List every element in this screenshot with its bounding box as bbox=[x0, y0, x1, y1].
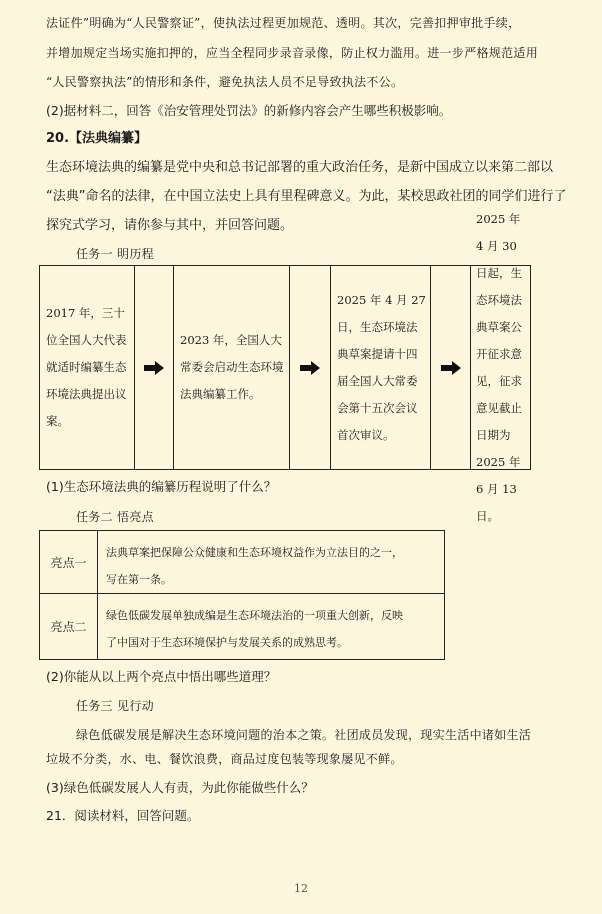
highlight-content-line: 法典草案把保障公众健康和生态环境权益作为立法目的之一， bbox=[106, 546, 403, 559]
question-19-2: (2)据材料二，回答《治安管理处罚法》的新修内容会产生哪些积极影响。 bbox=[46, 103, 452, 118]
question-20-3: (3)绿色低碳发展人人有责，为此你能做些什么？ bbox=[46, 780, 314, 795]
q20-para-line-2: “法典”命名的法律，在中国立法史上具有里程碑意义。为此，某校思政社团的同学们进行了 bbox=[46, 189, 567, 204]
timeline-step-text: 2025 年 4 月 30 日起，生态环境法典草案公开征求意见，征求意见截止日期为 2025 年 6 月 13 日。 bbox=[476, 211, 522, 523]
task-3-line-2: 垃圾不分类，水、电、餐饮浪费，商品过度包装等现象屡见不鲜。 bbox=[46, 752, 403, 766]
question-21: 21．阅读材料，回答问题。 bbox=[46, 808, 200, 823]
right-arrow-icon bbox=[144, 361, 164, 375]
highlight-label: 亮点一 bbox=[40, 531, 98, 593]
task-2-label: 任务二 悟亮点 bbox=[76, 510, 154, 524]
question-20-2: (2)你能从以上两个亮点中悟出哪些道理？ bbox=[46, 669, 277, 684]
task-3-line-1: 绿色低碳发展是解决生态环境问题的治本之策。社团成员发现，现实生活中诸如生活 bbox=[76, 728, 532, 742]
highlights-table bbox=[39, 530, 445, 660]
timeline-step-3 bbox=[331, 266, 431, 469]
right-arrow-icon bbox=[300, 361, 320, 375]
intro-line-2: 并增加规定当场实施扣押的，应当全程同步录音录像，防止权力滥用。进一步严格规范适用 bbox=[46, 46, 539, 60]
timeline-arrow-1 bbox=[135, 266, 174, 469]
timeline-step-text: 2023 年，全国人大常委会启动生态环境法典编纂工作。 bbox=[180, 333, 284, 401]
q20-para-line-1: 生态环境法典的编纂是党中央和总书记部署的重大政治任务，是新中国成立以来第二部以 bbox=[46, 160, 554, 175]
highlight-content bbox=[98, 531, 444, 593]
timeline-step-2 bbox=[174, 266, 290, 469]
timeline-step-text: 2017 年，三十位全国人大代表就适时编纂生态环境法典提出议案。 bbox=[46, 306, 127, 428]
timeline-arrow-2 bbox=[290, 266, 331, 469]
highlight-content-line: 了中国对于生态环境保护与发展关系的成熟思考。 bbox=[106, 636, 348, 649]
q20-para-line-3: 探究式学习，请你参与其中，并回答问题。 bbox=[46, 218, 294, 233]
intro-line-3: “人民警察执法”的情形和条件，避免执法人员不足导致执法不公。 bbox=[46, 75, 404, 89]
task-3-label: 任务三 见行动 bbox=[76, 699, 154, 713]
timeline-step-4 bbox=[471, 211, 530, 523]
right-arrow-icon bbox=[441, 361, 461, 375]
highlight-content-line: 写在第一条。 bbox=[106, 573, 172, 586]
highlight-row bbox=[40, 531, 444, 594]
highlight-content bbox=[98, 594, 444, 659]
question-20-heading: 20.【法典编纂】 bbox=[46, 131, 148, 146]
highlight-label: 亮点二 bbox=[40, 594, 98, 659]
intro-line-1: 法证件”明确为“人民警察证”，使执法过程更加规范、透明。其次，完善扣押审批手续， bbox=[46, 16, 521, 30]
timeline-step-text: 2025 年 4 月 27 日，生态环境法典草案提请十四届全国人大常委会第十五次会议首次审议。 bbox=[337, 292, 426, 442]
highlight-row bbox=[40, 594, 444, 659]
page-number: 12 bbox=[294, 882, 308, 895]
question-20-1: (1)生态环境法典的编纂历程说明了什么？ bbox=[46, 479, 277, 494]
timeline-arrow-3 bbox=[431, 266, 471, 469]
highlight-content-line: 绿色低碳发展单独成编是生态环境法治的一项重大创新，反映 bbox=[106, 609, 403, 622]
task-1-label: 任务一 明历程 bbox=[76, 247, 154, 261]
timeline-step-1 bbox=[40, 266, 135, 469]
